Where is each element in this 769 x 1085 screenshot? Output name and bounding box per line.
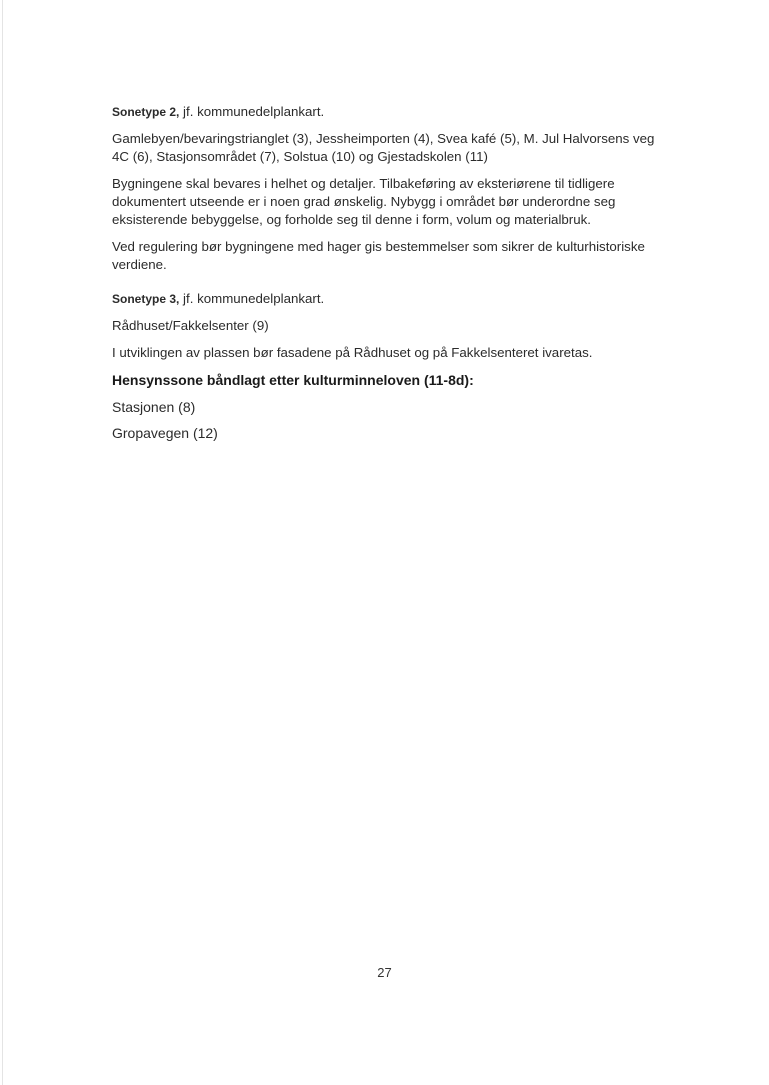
hensynssone-heading: Hensynssone båndlagt etter kulturminneloven (11-8d): [112, 372, 474, 388]
sonetype-3-label [112, 290, 672, 308]
sonetype-3-location: Rådhuset/Fakkelsenter (9) [112, 318, 269, 333]
sonetype-2-label-bold: Sonetype 2, [112, 105, 180, 119]
page-edge-line [2, 0, 3, 1085]
sonetype-3-label-rest: jf. kommunedelplankart. [179, 291, 325, 306]
sonetype-2-preservation-text: Bygningene skal bevares i helhet og detaljer. Tilbakeføring av eksteriørene til tidligere dokumentert utseende er i noen grad ønskelig. Nybygg i området bør underordne seg eksisterende bebyggelse, og forholde seg til denne i form, volum og materialbruk. [112, 176, 616, 227]
sonetype-2-label-rest: jf. kommunedelplankart. [179, 104, 325, 119]
document-body [112, 103, 672, 450]
hensynssone-item-gropavegen: Gropavegen (12) [112, 425, 218, 441]
sonetype-2-regulation-text: Ved regulering bør bygningene med hager gis bestemmelser som sikrer de kulturhistoriske verdiene. [112, 239, 645, 272]
page-number: 27 [377, 965, 392, 980]
sonetype-3-label-bold: Sonetype 3, [112, 292, 180, 306]
sonetype-2-locations: Gamlebyen/bevaringstrianglet (3), Jessheimporten (4), Svea kafé (5), M. Jul Halvorsens veg 4C (6), Stasjonsområdet (7), Solstua (10) og Gjestadskolen (11) [112, 131, 655, 164]
sonetype-2-label [112, 103, 672, 121]
hensynssone-item-stasjonen: Stasjonen (8) [112, 399, 196, 415]
sonetype-3-development-text: I utviklingen av plassen bør fasadene på Rådhuset og på Fakkelsenteret ivaretas. [112, 345, 593, 360]
